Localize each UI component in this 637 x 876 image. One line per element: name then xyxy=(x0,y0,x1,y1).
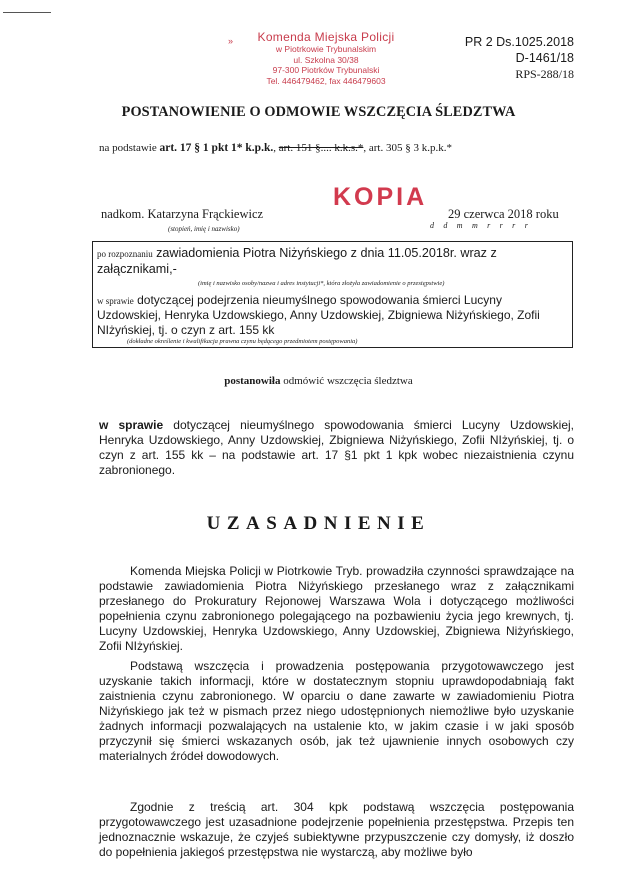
reference-case: PR 2 Ds.1025.2018 xyxy=(464,35,574,49)
uzasadnienie-heading: UZASADNIENIE xyxy=(206,513,431,534)
decision-bold: postanowiła xyxy=(224,375,281,387)
date-format-note: d d m m r r r r xyxy=(430,221,532,230)
basis-bold: art. 17 § 1 pkt 1* k.p.k. xyxy=(159,142,274,154)
reference-d: D-1461/18 xyxy=(515,51,574,65)
paragraph-3: Zgodnie z treścią art. 304 kpk podstawą wszczęcia postępowania przygotowawczego jest uzasadnione podejrzenie popełnienia przestępstwa. Przepis ten jednoznacznie wskazuje, że czyjeś subiektywne przypuszczenie czy domysły, iż doszło do popełnienia jakiegoś przestępstwa nie wystarczą, aby możliwe było xyxy=(99,800,574,859)
reference-numbers xyxy=(462,34,574,82)
kopia-stamp: KOPIA xyxy=(333,183,428,211)
document-date: 29 czerwca 2018 roku xyxy=(448,207,559,221)
basis-strike: art. 151 §.... k.k.s.* xyxy=(278,142,364,154)
box-note-1: (imię i nazwisko osoby/nazwa i adres instytucji*, która złożyła zawiadomienie o przestępstwie) xyxy=(198,280,445,287)
box-line-3: w sprawie dotyczącej podejrzenia nieumyślnego spowodowania śmierci Lucyny xyxy=(97,293,502,307)
stamp-line-street: ul. Szkolna 30/38 xyxy=(293,54,359,65)
box-note-2: (dokładne określenie i kwalifikacja prawna czynu będącego przedmiotem postępowania) xyxy=(127,338,358,345)
stamp-name: Komenda Miejska Policji xyxy=(257,30,395,44)
stamp-line-city: w Piotrkowie Trybunalskim xyxy=(275,44,377,54)
basis-prefix: na podstawie xyxy=(99,142,157,154)
document-title: POSTANOWIENIE O ODMOWIE WSZCZĘCIA ŚLEDZTWA xyxy=(121,104,516,120)
paragraph-2: Podstawą wszczęcia i prowadzenia postępowania przygotowawczego jest uzyskanie takich informacji, które w dostatecznym stopniu uprawdopodabniają fakt zaistnienia czynu zabronionego. W oparciu o dane zawarte w zawiadomieniu Piotra Niżyńskiego jak też w pismach przez niego udostępnionych niemożliwe było uzyskanie żadnych informacji pozwalających na ustalenie kto, w jakim czasie i w jaki sposób przyczynił się śmierci wskazanych osób, jak też ujawnienie innych osobowych czy materialnych źródeł dowodowych. xyxy=(99,659,574,763)
corner-mark xyxy=(3,12,51,13)
stamp-line-postal: 97-300 Piotrków Trybunalski xyxy=(272,65,380,75)
legal-basis: na podstawie art. 17 § 1 pkt 1* k.p.k., art. 151 §.... k.k.s.*, art. 305 § 3 k.p.k.* xyxy=(99,142,452,154)
box-line-1: po rozpoznaniu zawiadomienia Piotra Niżyńskiego z dnia 11.05.2018r. wraz z xyxy=(97,246,497,260)
officer-note: (stopień, imię i nazwisko) xyxy=(168,225,240,233)
officer-name: nadkom. Katarzyna Frąckiewicz xyxy=(101,207,264,221)
decision-para-text: dotyczącej nieumyślnego spowodowania śmierci Lucyny Uzdowskiej, Henryka Uzdowskiego, Anny Uzdowskiej, Zbigniewa Niżyńskiego, Zofii NIżyńskiej, tj. o czyn z art. 155 kk – na podstawie art. 17 §1 pkt 1 kpk wobec niezaistnienia czynu zabronionego. xyxy=(99,418,574,477)
decision-line xyxy=(0,375,637,387)
police-stamp xyxy=(244,30,408,86)
stamp-arrow-icon: » xyxy=(228,36,234,46)
box-line-4: Uzdowskiej, Henryka Uzdowskiego, Anny Uzdowskiej, Zbigniewa Niżyńskiego, Zofii xyxy=(97,308,540,322)
decision-rest: odmówić wszczęcia śledztwa xyxy=(283,375,413,387)
stamp-line-phone: Tel. 446479462, fax 446479603 xyxy=(266,75,386,86)
box-line-2: załącznikami,- xyxy=(97,262,177,276)
paragraph-1: Komenda Miejska Policji w Piotrkowie Tryb. prowadziła czynności sprawdzające na podstawie zawiadomienia Piotra Niżyńskiego przesłanego wraz z załącznikami przesłanego do Prokuratury Rejonowej Warszawa Wola i dotyczącego możliwości popełnienia czynu zabronionego polegającego na pozbawieniu życia jego krewnych, tj. Lucyny Uzdowskiej, Henryka Uzdowskiego, Anny Uzdowskiej, Zbigniewa Niżyńskiego, Zofii NIżyńskiej. xyxy=(99,564,574,653)
decision-para-bold: w sprawie xyxy=(99,418,164,432)
box-prefix-rozpoznaniu: po rozpoznaniu xyxy=(97,249,153,259)
reference-rps: RPS-288/18 xyxy=(515,67,574,81)
decision-paragraph xyxy=(99,418,574,478)
box-line-5: NIżyńskiej, tj. o czyn z art. 155 kk xyxy=(97,323,275,337)
basis-suffix: art. 305 § 3 k.p.k.* xyxy=(368,142,452,154)
box-prefix-sprawie: w sprawie xyxy=(97,296,134,306)
